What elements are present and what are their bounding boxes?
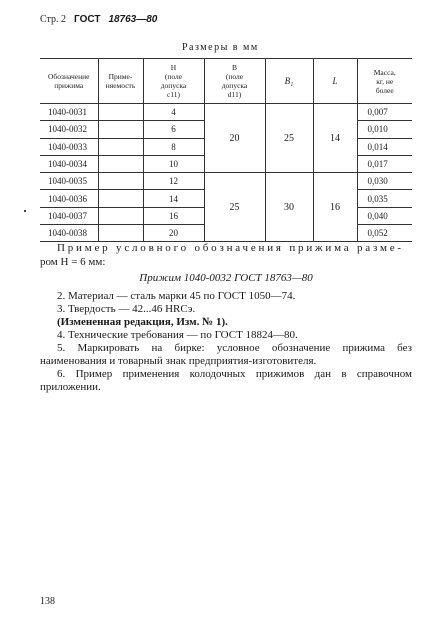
row-code: 1040-0032 xyxy=(40,121,98,138)
row-code: 1040-0033 xyxy=(40,138,98,155)
example-intro-line2: ром H = 6 мм: xyxy=(40,256,106,268)
col-l: L xyxy=(313,59,357,104)
page-header xyxy=(40,14,157,25)
row-application xyxy=(98,121,143,138)
row-mass: 0,010 xyxy=(357,121,412,138)
item-material: 2. Материал — сталь марки 45 по ГОСТ 1050—74. xyxy=(57,290,296,302)
row-application xyxy=(98,138,143,155)
table-row xyxy=(40,104,412,121)
row-code: 1040-0038 xyxy=(40,225,98,242)
col-mass: Масса, кг, не более xyxy=(357,59,412,104)
item-edition: (Измененная редакция, Изм. № 1). xyxy=(57,316,228,328)
group-b1: 25 xyxy=(265,104,313,173)
row-h: 16 xyxy=(143,207,204,224)
item-requirements: 4. Технические требования — по ГОСТ 18824—80. xyxy=(57,329,298,341)
standard-label: ГОСТ xyxy=(74,14,101,25)
col-b: B (поле допуска d11) xyxy=(204,59,265,104)
row-h: 8 xyxy=(143,138,204,155)
row-h: 10 xyxy=(143,155,204,172)
row-mass: 0,014 xyxy=(357,138,412,155)
row-mass: 0,040 xyxy=(357,207,412,224)
item-hardness: 3. Твердость — 42...46 HRCэ. xyxy=(57,303,196,315)
group-b: 25 xyxy=(204,173,265,242)
margin-mark xyxy=(24,210,26,212)
row-h: 4 xyxy=(143,104,204,121)
table-caption: Размеры в мм xyxy=(182,42,259,53)
page-number: 138 xyxy=(40,596,55,607)
col-application: Приме- няемость xyxy=(98,59,143,104)
col-b1: B₁ xyxy=(265,59,313,104)
row-mass: 0,030 xyxy=(357,173,412,190)
row-application xyxy=(98,104,143,121)
item-example-application: 6. Пример применения колодочных прижимов дан в справочном приложении. xyxy=(40,368,412,393)
row-h: 12 xyxy=(143,173,204,190)
page-label: Стр. 2 xyxy=(40,14,67,25)
standard-number: 18763—80 xyxy=(108,14,158,25)
row-application xyxy=(98,155,143,172)
row-code: 1040-0034 xyxy=(40,155,98,172)
group-l: 16 xyxy=(313,173,357,242)
table-row xyxy=(40,173,412,190)
row-mass: 0,007 xyxy=(357,104,412,121)
row-h: 20 xyxy=(143,225,204,242)
row-mass: 0,017 xyxy=(357,155,412,172)
group-b: 20 xyxy=(204,104,265,173)
dimensions-table xyxy=(40,58,412,242)
row-mass: 0,052 xyxy=(357,225,412,242)
row-application xyxy=(98,225,143,242)
table-header-row xyxy=(40,59,412,104)
row-h: 14 xyxy=(143,190,204,207)
item-marking: 5. Маркировать на бирке: условное обозначение прижима без наименования и товарный знак предприятия-изготовителя. xyxy=(40,342,412,367)
example-designation: Прижим 1040-0032 ГОСТ 18763—80 xyxy=(139,272,313,284)
row-application xyxy=(98,190,143,207)
row-application xyxy=(98,173,143,190)
row-code: 1040-0035 xyxy=(40,173,98,190)
row-application xyxy=(98,207,143,224)
col-h: H (поле допуска c11) xyxy=(143,59,204,104)
group-b1: 30 xyxy=(265,173,313,242)
row-code: 1040-0031 xyxy=(40,104,98,121)
row-code: 1040-0037 xyxy=(40,207,98,224)
group-l: 14 xyxy=(313,104,357,173)
row-mass: 0,035 xyxy=(357,190,412,207)
row-h: 6 xyxy=(143,121,204,138)
row-code: 1040-0036 xyxy=(40,190,98,207)
col-designation: Обозначение прижима xyxy=(40,59,98,104)
example-intro-line1: Пример условного обозначения прижима разме- xyxy=(57,242,404,254)
